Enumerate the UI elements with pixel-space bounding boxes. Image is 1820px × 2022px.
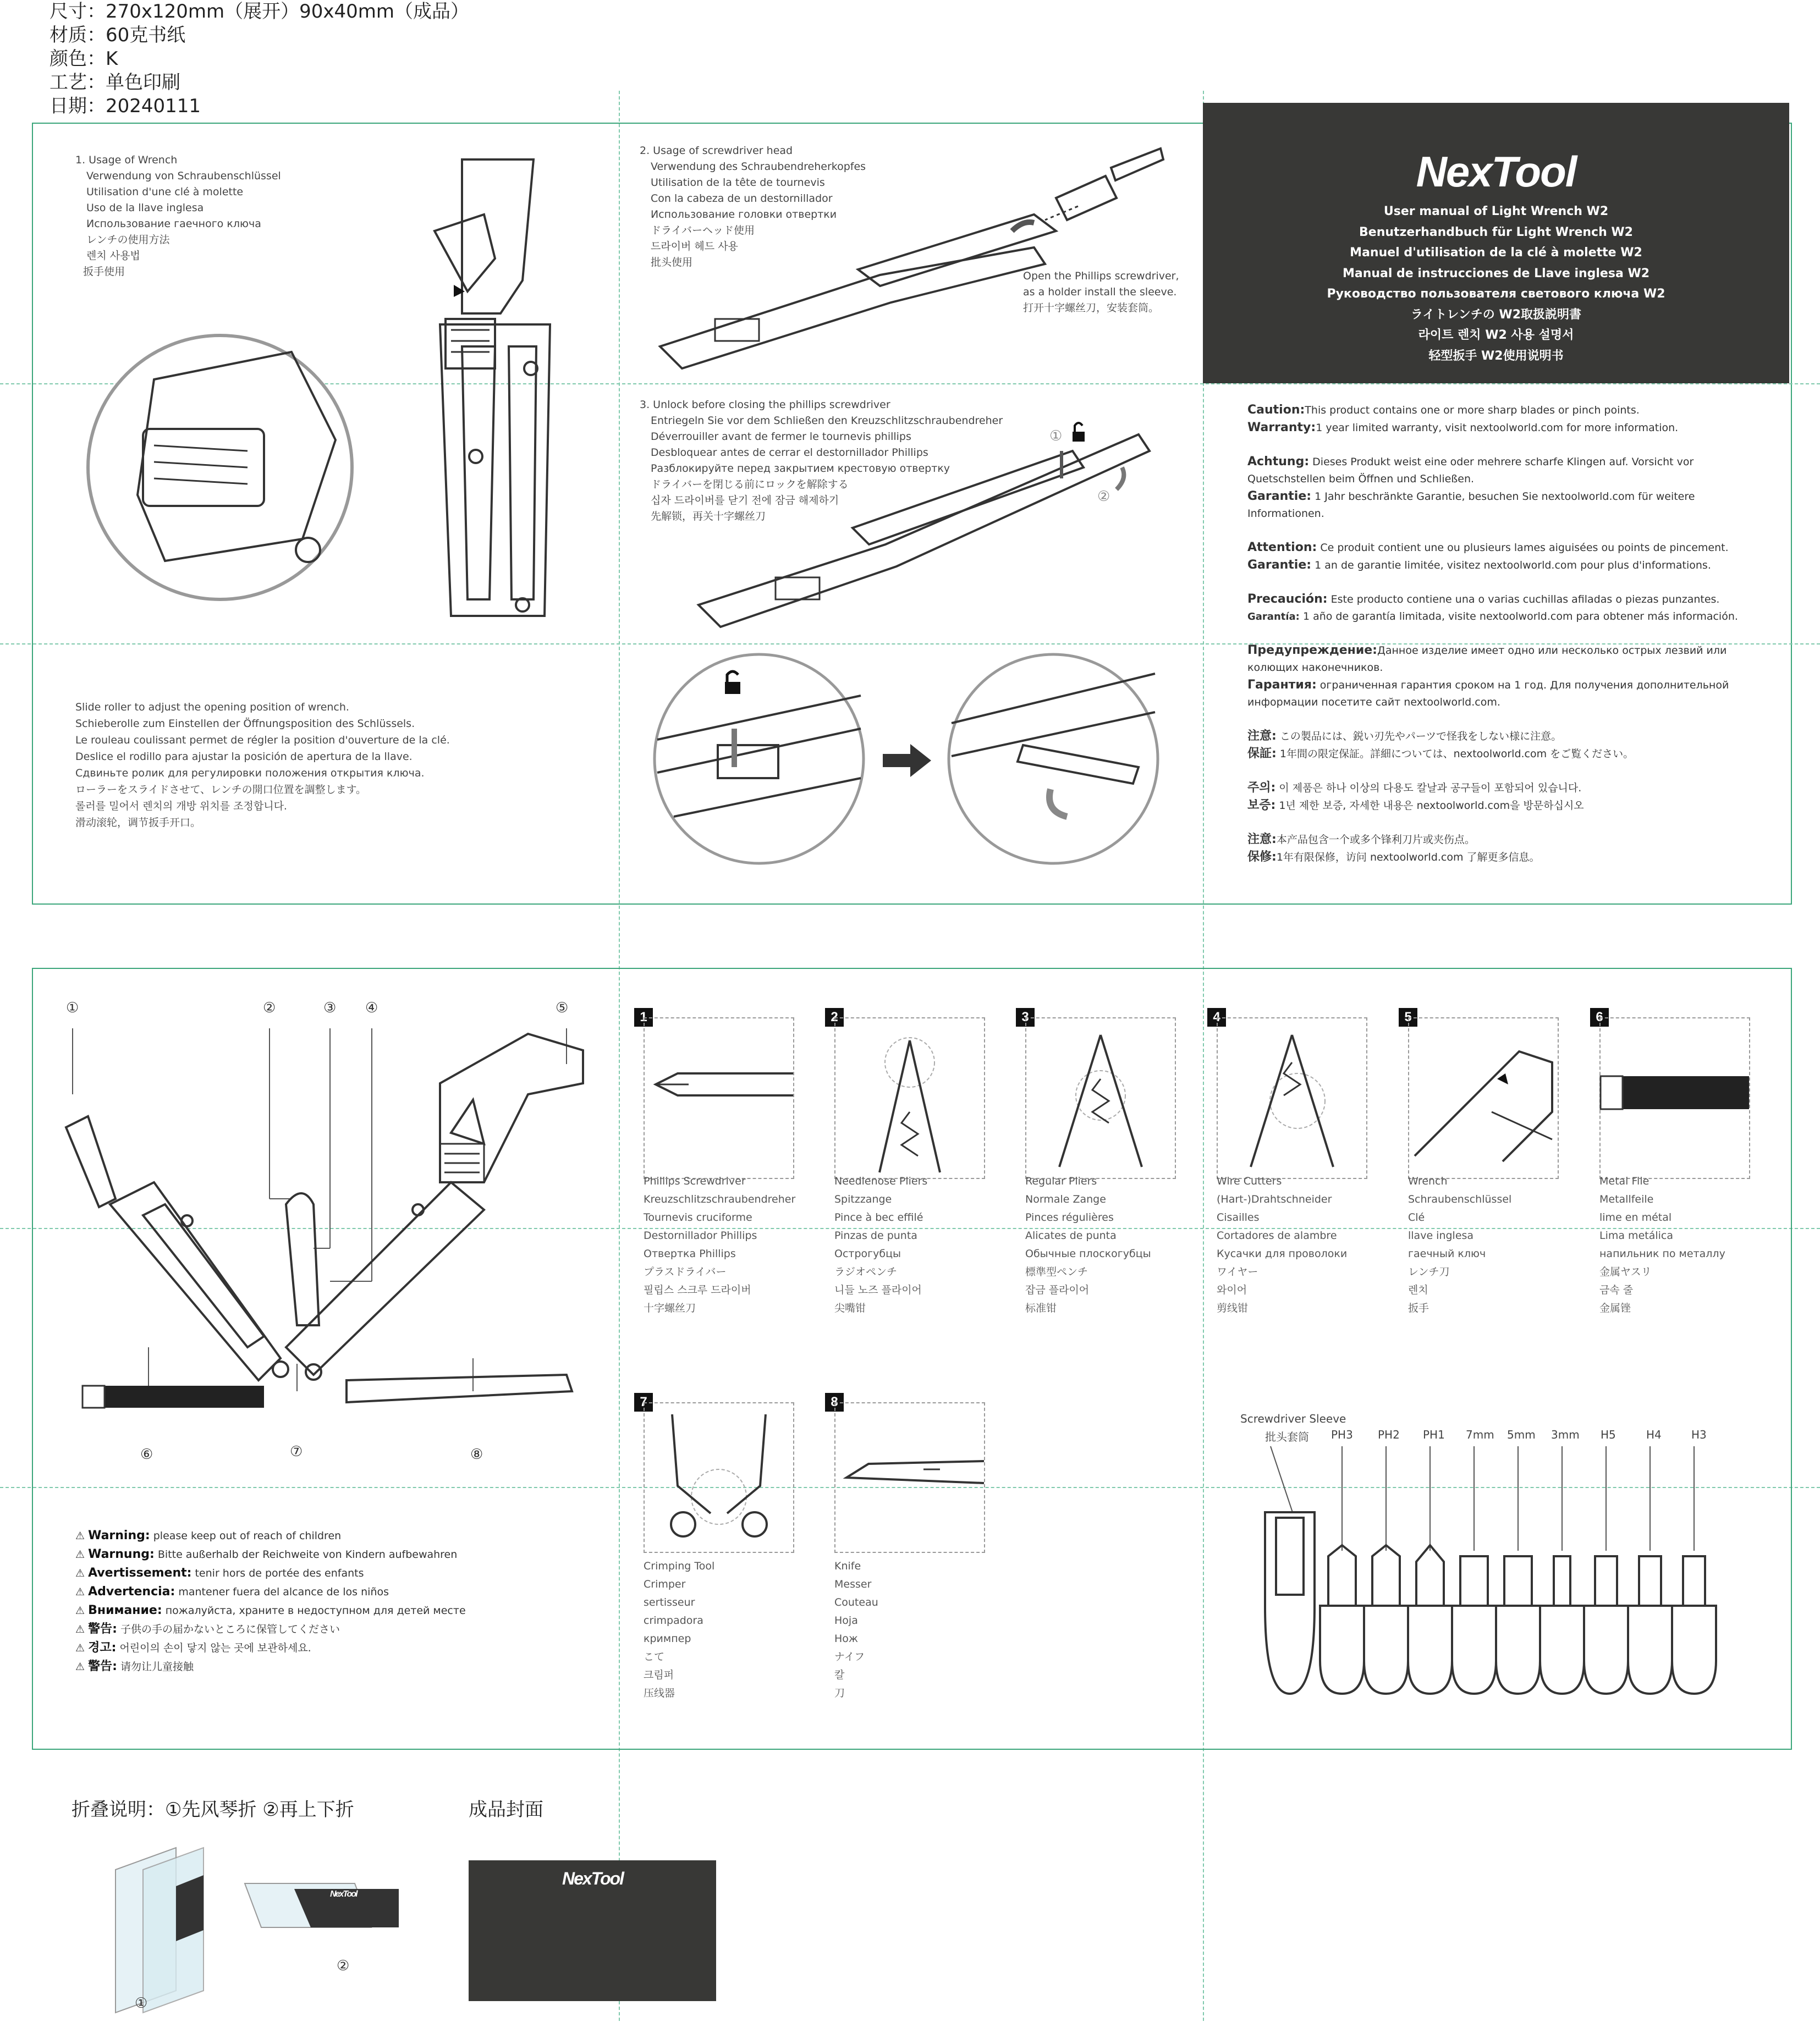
warning-icon: ⚠ bbox=[75, 1642, 85, 1654]
name: こて bbox=[644, 1651, 665, 1663]
bit-set-illustration bbox=[1260, 1446, 1722, 1694]
mini-logo: NexTool bbox=[330, 1889, 357, 1899]
warranty-zh bbox=[1247, 831, 1764, 866]
sleeve-label-cn: 批头套筒 bbox=[1265, 1430, 1309, 1444]
callout-8: ⑧ bbox=[470, 1446, 483, 1463]
warning-icon: ⚠ bbox=[75, 1530, 85, 1542]
label: Garantía: bbox=[1247, 611, 1300, 622]
cover-title: Manuel d'utilisation de la clé à molette W2 bbox=[1350, 246, 1642, 260]
callout-7: ⑦ bbox=[290, 1444, 303, 1460]
text: Bitte außerhalb der Reichweite von Kindern aufbewahren bbox=[157, 1549, 458, 1561]
line: Использование головки отвертки bbox=[651, 208, 837, 221]
name: Tournevis cruciforme bbox=[644, 1211, 752, 1224]
name: Отвертка Phillips bbox=[644, 1248, 736, 1260]
name: Alicates de punta bbox=[1025, 1230, 1117, 1242]
spec-color: 颜色：K bbox=[50, 48, 118, 70]
line: Entriegeln Sie vor dem Schließen den Kreuzschlitzschraubendreher bbox=[651, 415, 1003, 427]
line: Slide roller to adjust the opening position of wrench. bbox=[75, 701, 349, 713]
name: ラジオペンチ bbox=[834, 1266, 898, 1278]
warning-icon: ⚠ bbox=[75, 1661, 85, 1673]
text: please keep out of reach of children bbox=[153, 1530, 342, 1542]
callout-5: ⑤ bbox=[556, 1000, 569, 1016]
spec-material: 材质：60克书纸 bbox=[50, 24, 186, 46]
warranty-ru bbox=[1247, 642, 1764, 711]
spec-size: 尺寸：270x120mm（展开）90x40mm（成品） bbox=[50, 1, 470, 23]
name: 와이어 bbox=[1217, 1284, 1247, 1296]
line: ドライバーを閉じる前にロックを解除する bbox=[651, 478, 849, 491]
tool-number: 2 bbox=[825, 1008, 844, 1027]
bit-label: PH3 bbox=[1331, 1428, 1353, 1441]
label: Гарантия: bbox=[1247, 678, 1317, 692]
line: 打开十字螺丝刀，安装套筒。 bbox=[1023, 302, 1159, 314]
crimping-tool-icon bbox=[656, 1414, 782, 1546]
warranty-es bbox=[1247, 591, 1764, 625]
tool-number: 1 bbox=[634, 1008, 653, 1027]
name: プラスドライバー bbox=[644, 1266, 727, 1278]
heading: 2. Usage of screwdriver head bbox=[640, 145, 793, 157]
text: Ce produit contient une ou plusieurs lames aiguisées ou points de pincement. bbox=[1320, 542, 1729, 554]
line: Schieberolle zum Einstellen der Öffnungsposition des Schlüssels. bbox=[75, 718, 415, 730]
tool-number: 4 bbox=[1207, 1008, 1226, 1027]
name: Needlenose Pliers bbox=[834, 1175, 928, 1187]
label: Warranty: bbox=[1247, 421, 1316, 434]
name: Metallfeile bbox=[1599, 1193, 1654, 1205]
tool-image-box bbox=[1025, 1017, 1176, 1179]
preview-logo: NexTool bbox=[562, 1869, 624, 1888]
name: 標準型ペンチ bbox=[1025, 1266, 1088, 1278]
regular-pliers-icon bbox=[1048, 1029, 1153, 1172]
name: Kreuzschlitzschraubendreher bbox=[644, 1193, 796, 1205]
text: This product contains one or more sharp blades or pinch points. bbox=[1305, 404, 1640, 416]
label: Garantie: bbox=[1247, 489, 1312, 503]
tool-names bbox=[1217, 1172, 1347, 1318]
name: Wrench bbox=[1408, 1175, 1448, 1187]
bit-label: 7mm bbox=[1466, 1428, 1494, 1441]
name: Messer bbox=[834, 1578, 872, 1590]
tool-names bbox=[834, 1172, 927, 1318]
name: Phillips Screwdriver bbox=[644, 1175, 746, 1187]
label: Caution: bbox=[1247, 403, 1305, 417]
tool-number: 6 bbox=[1590, 1008, 1609, 1027]
text: この製品には、鋭い刃先やパーツで怪我をしない様に注意。 bbox=[1279, 730, 1562, 742]
name: Regular Pliers bbox=[1025, 1175, 1097, 1187]
text: Dieses Produkt weist eine oder mehrere scharfe Klingen auf. Vorsicht vor Quetschstellen beim Öffnen und Schließen. bbox=[1247, 456, 1694, 485]
multitool-overview-illustration bbox=[55, 1017, 605, 1446]
arrow-right-icon bbox=[883, 744, 932, 777]
text: 请勿让儿童接触 bbox=[120, 1661, 194, 1673]
wrench-tool-illustration bbox=[402, 148, 567, 643]
line: Utilisation d'une clé à molette bbox=[86, 186, 244, 198]
step-2-marker: ② bbox=[1097, 488, 1110, 505]
line: 扳手使用 bbox=[83, 266, 125, 278]
text: 1 año de garantía limitada, visite nextoolworld.com para obtener más información. bbox=[1302, 610, 1738, 622]
warranty-ko bbox=[1247, 779, 1764, 814]
heading: 1. Usage of Wrench bbox=[75, 154, 178, 166]
label: Внимание: bbox=[88, 1604, 162, 1617]
wrench-zoom-illustration bbox=[83, 330, 358, 605]
cover-title: User manual of Light Wrench W2 bbox=[1383, 205, 1609, 218]
cover-title: 라이트 렌치 W2 사용 설명서 bbox=[1418, 328, 1574, 342]
name: кримпер bbox=[644, 1633, 691, 1645]
name: 칼 bbox=[834, 1669, 845, 1681]
label: 注意: bbox=[1247, 729, 1277, 743]
tool-image-box bbox=[644, 1017, 794, 1179]
name: 크림퍼 bbox=[644, 1669, 674, 1681]
line: ローラーをスライドさせて、レンチの開口位置を調整します。 bbox=[75, 784, 367, 796]
label: Attention: bbox=[1247, 541, 1317, 554]
name: Crimper bbox=[644, 1578, 686, 1590]
cover-title: Руководство пользователя светового ключа W2 bbox=[1327, 287, 1665, 301]
text: 1 an de garantie limitée, visitez nextoolworld.com pour plus d'informations. bbox=[1315, 559, 1711, 571]
tool-image-box bbox=[834, 1402, 985, 1553]
name: Pinces régulières bbox=[1025, 1211, 1114, 1224]
name: гаечный ключ bbox=[1408, 1248, 1486, 1260]
line: 滑动滚轮，调节扳手开口。 bbox=[75, 817, 201, 829]
name: 金属ヤスリ bbox=[1599, 1266, 1652, 1278]
bit-label: H3 bbox=[1691, 1428, 1707, 1441]
fold-step-1: ① bbox=[135, 1995, 148, 2012]
wrench-icon bbox=[1409, 1029, 1558, 1167]
warning-icon: ⚠ bbox=[75, 1549, 85, 1561]
name: 金属锉 bbox=[1599, 1302, 1631, 1314]
cover-title: Manual de instrucciones de Llave inglesa W2 bbox=[1342, 266, 1650, 280]
text: 1 year limited warranty, visit nextoolworld.com for more information. bbox=[1316, 422, 1679, 434]
line: Сдвиньте ролик для регулировки положения открытия ключа. bbox=[75, 767, 425, 779]
name: 十字螺丝刀 bbox=[644, 1302, 696, 1314]
line: Desbloquear antes de cerrar el destornillador Phillips bbox=[651, 447, 928, 459]
name: Wire Cutters bbox=[1217, 1175, 1282, 1187]
warranty-section bbox=[1247, 401, 1764, 866]
cover-preview-title: 成品封面 bbox=[469, 1799, 543, 1821]
line: 先解锁，再关十字螺丝刀 bbox=[651, 510, 766, 522]
cover-title: 轻型扳手 W2使用说明书 bbox=[1428, 349, 1564, 363]
name: lime en métal bbox=[1599, 1211, 1672, 1224]
spec-process: 工艺：单色印刷 bbox=[50, 71, 180, 93]
label: 注意: bbox=[1247, 833, 1277, 846]
name: Pince à bec effilé bbox=[834, 1211, 923, 1224]
text: Este producto contiene una o varias cuchillas afiladas o piezas punzantes. bbox=[1330, 593, 1720, 605]
name: Острогубцы bbox=[834, 1248, 901, 1260]
name: レンチ刀 bbox=[1408, 1266, 1450, 1278]
line: Utilisation de la tête de tournevis bbox=[651, 177, 825, 189]
callout-6: ⑥ bbox=[140, 1446, 153, 1463]
label: 보증: bbox=[1247, 798, 1276, 812]
name: Metal File bbox=[1599, 1175, 1649, 1187]
print-spec bbox=[50, 0, 469, 118]
label: Precaución: bbox=[1247, 592, 1328, 606]
warranty-en bbox=[1247, 401, 1764, 437]
text: 1 Jahr beschränkte Garantie, besuchen Sie nextoolworld.com für weitere Informationen. bbox=[1247, 491, 1695, 520]
line: Uso de la llave inglesa bbox=[86, 202, 204, 214]
tool-image-box bbox=[644, 1402, 794, 1553]
name: Destornillador Phillips bbox=[644, 1230, 757, 1242]
tool-names bbox=[644, 1557, 714, 1703]
name: Pinzas de punta bbox=[834, 1230, 917, 1242]
line: 렌치 사용법 bbox=[86, 250, 140, 262]
text: mantener fuera del alcance de los niños bbox=[178, 1586, 389, 1598]
line: Déverrouiller avant de fermer le tournevis phillips bbox=[651, 431, 911, 443]
updown-fold-illustration bbox=[245, 1872, 410, 1938]
name: 压线器 bbox=[644, 1687, 675, 1699]
name: Knife bbox=[834, 1560, 861, 1572]
line: Разблокируйте перед закрытием крестовую отвертку bbox=[651, 462, 950, 475]
name: ナイフ bbox=[834, 1651, 865, 1663]
cover-title: ライトレンチの W2取扱説明書 bbox=[1410, 307, 1582, 322]
line: 롤러를 밀어서 렌치의 개방 위치를 조정합니다. bbox=[75, 800, 287, 812]
tool-image-box bbox=[1408, 1017, 1559, 1179]
wire-cutters-icon bbox=[1240, 1029, 1344, 1172]
text: 本产品包含一个或多个锋利刀片或夹伤点。 bbox=[1276, 834, 1475, 846]
name: Schraubenschlüssel bbox=[1408, 1193, 1512, 1205]
heading: 3. Unlock before closing the phillips screwdriver bbox=[640, 399, 890, 411]
line: Verwendung des Schraubendreherkopfes bbox=[651, 161, 866, 173]
label: Achtung: bbox=[1247, 455, 1310, 469]
name: Couteau bbox=[834, 1596, 878, 1608]
tool-names bbox=[1408, 1172, 1511, 1318]
label: 주의: bbox=[1247, 781, 1276, 795]
name: Spitzzange bbox=[834, 1193, 892, 1205]
bit-label: H4 bbox=[1646, 1428, 1662, 1441]
name: 标准钳 bbox=[1025, 1302, 1057, 1314]
unlock-detail-before bbox=[652, 652, 866, 866]
label: Warnung: bbox=[88, 1547, 155, 1561]
sleeve-label-en: Screwdriver Sleeve bbox=[1240, 1412, 1346, 1425]
tool-number: 5 bbox=[1399, 1008, 1417, 1027]
label: Warning: bbox=[88, 1529, 150, 1542]
name: Lima metálica bbox=[1599, 1230, 1673, 1242]
tool-names bbox=[834, 1557, 878, 1703]
name: 扳手 bbox=[1408, 1302, 1429, 1314]
child-warnings bbox=[75, 1527, 466, 1676]
name: 금속 줄 bbox=[1599, 1284, 1634, 1296]
tool-number: 8 bbox=[825, 1393, 844, 1412]
name: ワイヤー bbox=[1217, 1266, 1258, 1278]
accordion-fold-illustration bbox=[110, 1848, 220, 2013]
label: Avertissement: bbox=[88, 1566, 192, 1580]
label: 경고: bbox=[88, 1641, 117, 1655]
name: llave inglesa bbox=[1408, 1230, 1474, 1242]
name: Hoja bbox=[834, 1615, 858, 1627]
name: 剪线钳 bbox=[1217, 1302, 1249, 1314]
text: ограниченная гарантия сроком на 1 год. Для получения дополнительной информации посетите сайт nextoolworld.com. bbox=[1247, 679, 1729, 708]
name: Обычные плоскогубцы bbox=[1025, 1248, 1151, 1260]
tool-number: 3 bbox=[1016, 1008, 1035, 1027]
unlock-detail-after bbox=[946, 652, 1161, 866]
text: 1년 제한 보증, 자세한 내용은 nextoolworld.com을 방문하십시오 bbox=[1279, 800, 1584, 812]
spec-date: 日期：20240111 bbox=[50, 95, 201, 117]
text: 1年間の限定保証。詳細については、nextoolworld.com をご覧ください。 bbox=[1279, 748, 1634, 760]
line: ドライバーヘッド使用 bbox=[651, 224, 755, 236]
line: Le rouleau coulissant permet de régler la position d'ouverture de la clé. bbox=[75, 734, 450, 746]
finished-cover-preview bbox=[469, 1860, 716, 2001]
label: Предупреждение: bbox=[1247, 643, 1377, 657]
text: 子供の手の届かないところに保管してください bbox=[120, 1623, 340, 1635]
screwdriver-sleeve-illustration bbox=[649, 137, 1177, 368]
line: Open the Phillips screwdriver, bbox=[1023, 270, 1179, 282]
name: 니들 노즈 플라이어 bbox=[834, 1284, 922, 1296]
step-1-marker: ① bbox=[1049, 428, 1063, 444]
tool-image-box bbox=[1217, 1017, 1367, 1179]
cover-title: Benutzerhandbuch für Light Wrench W2 bbox=[1359, 225, 1633, 239]
tool-names bbox=[644, 1172, 795, 1318]
label: Garantie: bbox=[1247, 558, 1312, 572]
warning-icon: ⚠ bbox=[75, 1623, 85, 1635]
line: as a holder install the sleeve. bbox=[1023, 286, 1177, 298]
bit-label: PH2 bbox=[1378, 1428, 1400, 1441]
name: 필립스 스크루 드라이버 bbox=[644, 1284, 751, 1296]
name: Кусачки для проволоки bbox=[1217, 1248, 1348, 1260]
warning-icon: ⚠ bbox=[75, 1567, 85, 1579]
name: 렌치 bbox=[1408, 1284, 1428, 1296]
nextool-logo: NexTool bbox=[1416, 147, 1576, 196]
name: Cortadores de alambre bbox=[1217, 1230, 1337, 1242]
tool-names bbox=[1599, 1172, 1725, 1318]
text: 이 제품은 하나 이상의 다용도 칼날과 공구들이 포함되어 있습니다. bbox=[1279, 782, 1582, 794]
line: 드라이버 헤드 사용 bbox=[651, 240, 738, 252]
unlock-illustration bbox=[688, 418, 1172, 638]
line: 십자 드라이버를 닫기 전에 잠금 해제하기 bbox=[651, 494, 839, 506]
wrench-usage-text bbox=[75, 152, 281, 280]
metal-file-icon bbox=[1601, 1073, 1749, 1112]
line: Verwendung von Schraubenschlüssel bbox=[86, 170, 281, 182]
name: sertisseur bbox=[644, 1596, 695, 1608]
text: tenir hors de portée des enfants bbox=[195, 1567, 364, 1579]
bit-label: 3mm bbox=[1551, 1428, 1580, 1441]
label: 警告: bbox=[88, 1622, 117, 1636]
callout-3: ③ bbox=[323, 1000, 337, 1016]
knife-icon bbox=[835, 1453, 984, 1497]
phillips-screwdriver-icon bbox=[645, 1062, 793, 1106]
name: Crimping Tool bbox=[644, 1560, 715, 1572]
line: 批头使用 bbox=[651, 256, 693, 268]
name: Cisailles bbox=[1217, 1211, 1260, 1224]
fold-step-2: ② bbox=[337, 1958, 350, 1974]
label: Advertencia: bbox=[88, 1585, 175, 1599]
text: 1年有限保修，访问 nextoolworld.com 了解更多信息。 bbox=[1276, 851, 1540, 863]
name: Normale Zange bbox=[1025, 1193, 1106, 1205]
tool-names bbox=[1025, 1172, 1151, 1318]
line: Con la cabeza de un destornillador bbox=[651, 192, 833, 205]
warranty-fr bbox=[1247, 539, 1764, 574]
tool-number: 7 bbox=[634, 1393, 653, 1412]
text: 어린이의 손이 닿지 않는 곳에 보관하세요. bbox=[119, 1642, 311, 1654]
tool-image-box bbox=[1599, 1017, 1750, 1179]
folding-title: 折叠说明：①先风琴折 ②再上下折 bbox=[72, 1799, 354, 1821]
name: (Hart-)Drahtschneider bbox=[1217, 1193, 1332, 1205]
label: 保証: bbox=[1247, 747, 1277, 761]
line: レンチの使用方法 bbox=[86, 234, 170, 246]
name: Нож bbox=[834, 1633, 859, 1645]
name: 刀 bbox=[834, 1687, 845, 1699]
warning-icon: ⚠ bbox=[75, 1605, 85, 1617]
line: Использование гаечного ключа bbox=[86, 218, 261, 230]
bit-label: PH1 bbox=[1423, 1428, 1445, 1441]
text: пожалуйста, храните в недоступном для детей месте bbox=[165, 1605, 466, 1617]
callout-4: ④ bbox=[365, 1000, 378, 1016]
label: 警告: bbox=[88, 1660, 117, 1673]
warranty-de bbox=[1247, 453, 1764, 522]
bit-label: H5 bbox=[1601, 1428, 1616, 1441]
slide-roller-text bbox=[75, 699, 450, 831]
text: Данное изделие имеет одно или несколько острых лезвий или колющих наконечников. bbox=[1247, 644, 1727, 674]
name: 尖嘴钳 bbox=[834, 1302, 866, 1314]
cover-panel bbox=[1203, 103, 1789, 383]
name: Clé bbox=[1408, 1211, 1425, 1224]
needlenose-pliers-icon bbox=[868, 1029, 951, 1172]
name: 잡금 플라이어 bbox=[1025, 1284, 1090, 1296]
warranty-ja bbox=[1247, 728, 1764, 763]
bit-label: 5mm bbox=[1507, 1428, 1536, 1441]
callout-1: ① bbox=[66, 1000, 79, 1016]
callout-2: ② bbox=[263, 1000, 276, 1016]
label: 保修: bbox=[1247, 850, 1277, 864]
line: Deslice el rodillo para ajustar la posición de apertura de la llave. bbox=[75, 751, 413, 763]
warning-icon: ⚠ bbox=[75, 1586, 85, 1598]
name: напильник по металлу bbox=[1599, 1248, 1725, 1260]
name: crimpadora bbox=[644, 1615, 703, 1627]
tool-image-box bbox=[834, 1017, 985, 1179]
